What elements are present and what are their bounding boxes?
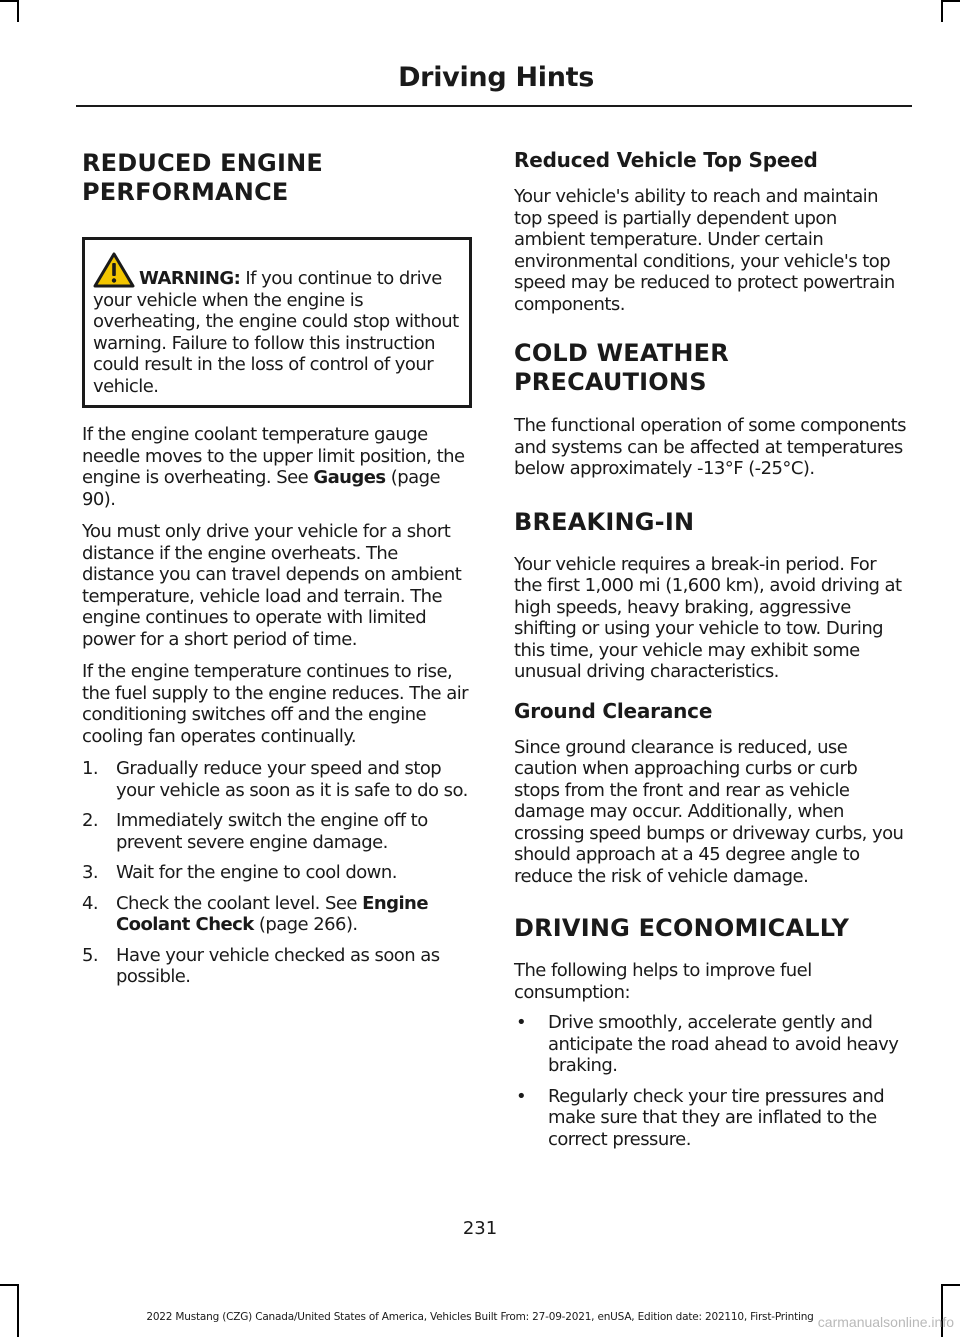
page-footer: 2022 Mustang (CZG) Canada/United States of America, Vehicles Built From: 27-09-2021, enUSA, Edition date: 202110, First-Printing <box>146 1311 814 1323</box>
paragraph <box>82 424 474 510</box>
paragraph: Your vehicle requires a break-in period. For the first 1,000 mi (1,600 km), avoid driving at high speeds, heavy braking, aggressive shifting or using your vehicle to tow. During this time, your vehicle may exhibit some unusual driving characteristics. <box>514 553 902 682</box>
step-text: Gradually reduce your speed and stop your vehicle as soon as it is safe to do so. <box>116 758 468 801</box>
paragraph: The following helps to improve fuel consumption: <box>514 960 812 1003</box>
step-text: Immediately switch the engine off to prevent severe engine damage. <box>116 810 428 853</box>
list-item <box>82 758 474 801</box>
heading-line: PRECAUTIONS <box>514 368 707 396</box>
section-heading-driving-economically: DRIVING ECONOMICALLY <box>514 914 850 942</box>
tips-list <box>514 1012 906 1150</box>
list-item <box>82 810 474 853</box>
bullet-text: Drive smoothly, accelerate gently and anticipate the road ahead to avoid heavy braking. <box>548 1012 899 1076</box>
heading-line: REDUCED ENGINE <box>82 149 323 177</box>
paragraph: Your vehicle's ability to reach and maintain top speed is partially dependent upon ambient temperature. Under certain environmental conditions, your vehicle's top speed may be reduced to protect powertrain components. <box>514 186 895 315</box>
subheading-reduced-vehicle-top-speed: Reduced Vehicle Top Speed <box>514 148 818 172</box>
watermark: carmanualsonline.info <box>817 1314 954 1330</box>
page-header-title: Driving Hints <box>398 62 594 93</box>
warning-paragraph <box>93 252 461 397</box>
steps-list <box>82 758 474 988</box>
paragraph-text: If the engine coolant temperature gauge needle moves to the upper limit position, the engine is overheating. See <box>82 424 465 488</box>
warning-box <box>82 237 472 408</box>
heading-line: PERFORMANCE <box>82 178 289 206</box>
paragraph: If the engine temperature continues to rise, the fuel supply to the engine reduces. The air conditioning switches off and the engine cooling fan operates continually. <box>82 661 469 747</box>
list-item <box>82 893 474 936</box>
crop-mark <box>941 0 960 2</box>
right-column <box>514 140 906 1159</box>
warning-text: If you continue to drive your vehicle when the engine is overheating, the engine could stop without warning. Failure to follow this instruction could result in the loss of control of your vehicle. <box>93 268 459 397</box>
list-item <box>514 1012 906 1077</box>
paragraph: You must only drive your vehicle for a short distance if the engine overheats. The distance you can travel depends on ambient temperature, vehicle load and terrain. The engine continues to operate with limited power for a short period of time. <box>82 521 462 650</box>
step-text: Have your vehicle checked as soon as possible. <box>116 944 440 987</box>
step-number: 3. <box>82 862 99 883</box>
crop-mark <box>941 1284 960 1286</box>
left-column <box>82 140 474 997</box>
page-reference: (page 266). <box>253 914 358 935</box>
step-number: 1. <box>82 758 99 779</box>
section-heading-cold-weather-precautions <box>514 339 906 397</box>
bullet-text: Regularly check your tire pressures and make sure that they are inflated to the correct pressure. <box>548 1085 885 1150</box>
step-text: Wait for the engine to cool down. <box>116 862 397 883</box>
step-number: 4. <box>82 892 99 914</box>
step-number: 2. <box>82 810 99 831</box>
page-reference: (page 90). <box>82 467 440 510</box>
warning-triangle-icon <box>93 252 135 288</box>
page-number: 231 <box>462 1218 498 1239</box>
crop-mark <box>17 0 19 22</box>
list-item <box>82 945 474 988</box>
list-item <box>82 862 474 884</box>
heading-line: COLD WEATHER <box>514 339 729 367</box>
crop-mark <box>941 0 943 22</box>
engine-coolant-check-link[interactable]: Engine Coolant Check <box>116 892 428 935</box>
step-number: 5. <box>82 944 99 966</box>
bullet-icon: • <box>516 1085 527 1107</box>
warning-label: WARNING: <box>139 268 241 289</box>
bullet-icon: • <box>516 1012 527 1033</box>
paragraph: Since ground clearance is reduced, use caution when approaching curbs or curb stops from the front and rear as vehicle damage may occur. Additionally, when crossing speed bumps or driveway curbs, you should approach at a 45 degree angle to reduce the risk of vehicle damage. <box>514 736 904 887</box>
header-divider <box>76 105 912 107</box>
subheading-ground-clearance: Ground Clearance <box>514 698 713 723</box>
section-heading-breaking-in: BREAKING-IN <box>514 507 695 536</box>
paragraph: The functional operation of some components and systems can be affected at temperatures below approximately -13°F (-25°C). <box>514 415 906 479</box>
step-text: Check the coolant level. See <box>116 892 363 914</box>
section-heading-reduced-engine-performance <box>82 149 474 207</box>
list-item <box>514 1086 906 1151</box>
gauges-link[interactable]: Gauges <box>313 467 386 488</box>
